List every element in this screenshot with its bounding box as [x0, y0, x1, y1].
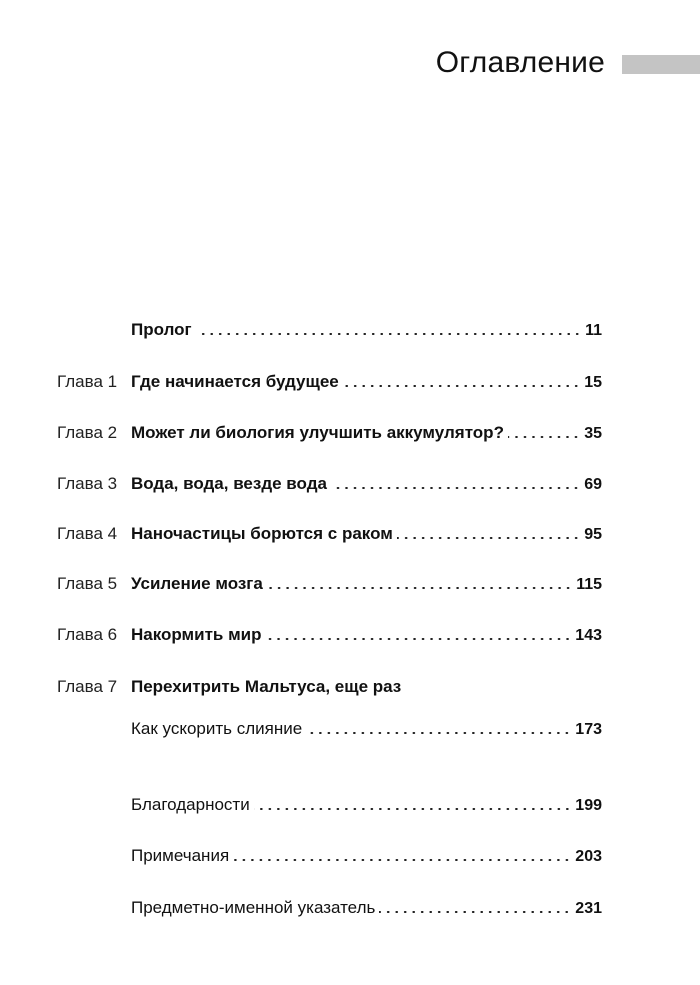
page-number: 173	[575, 721, 602, 738]
toc-entry[interactable]	[0, 625, 700, 649]
entry-title: Накормить мир	[131, 625, 262, 644]
chapter-label: Глава 6	[57, 625, 118, 644]
toc-entry[interactable]	[0, 846, 700, 870]
entry-title: Примечания	[131, 846, 230, 865]
toc-entry[interactable]	[0, 574, 700, 598]
toc-entry[interactable]	[0, 423, 700, 447]
page-number: 15	[584, 374, 602, 391]
entry-title: Усиление мозга	[131, 574, 263, 593]
entry-title: Благодарности	[131, 795, 250, 814]
toc-entry[interactable]	[0, 795, 700, 819]
entry-title: Наночастицы борются с раком	[131, 524, 393, 543]
toc-line	[131, 898, 602, 918]
page-number: 35	[584, 425, 602, 442]
dot-leader	[306, 732, 571, 734]
dot-leader	[508, 436, 580, 438]
dot-leader	[343, 385, 580, 387]
page-number: 11	[585, 322, 602, 339]
toc-line	[131, 625, 602, 645]
toc-line	[131, 524, 602, 544]
toc-line	[131, 423, 602, 443]
chapter-label: Глава 5	[57, 574, 118, 593]
title-accent-bar	[622, 55, 700, 74]
chapter-label: Глава 7	[57, 677, 118, 696]
chapter-label: Глава 1	[57, 372, 118, 391]
entry-title: Перехитрить Мальтуса, еще раз	[131, 677, 402, 696]
page-number: 199	[575, 797, 602, 814]
dot-leader	[233, 859, 571, 861]
dot-leader	[254, 808, 572, 810]
toc-entry[interactable]	[0, 372, 700, 396]
toc-line	[131, 372, 602, 392]
toc-entry[interactable]	[0, 474, 700, 498]
dot-leader	[267, 587, 572, 589]
chapter-label: Глава 4	[57, 524, 118, 543]
toc-entry[interactable]	[0, 898, 700, 922]
entry-title: Предметно-именной указатель	[131, 898, 376, 917]
entry-title: Где начинается будущее	[131, 372, 339, 391]
dot-leader	[266, 638, 572, 640]
chapter-label: Глава 3	[57, 474, 118, 493]
toc-line	[131, 677, 602, 697]
toc-line	[131, 795, 602, 815]
toc-line	[131, 719, 602, 739]
dot-leader	[331, 487, 580, 489]
toc-entry[interactable]	[0, 677, 700, 701]
chapter-label: Глава 2	[57, 423, 118, 442]
dot-leader	[379, 911, 571, 913]
toc-entry[interactable]	[0, 719, 700, 743]
page-number: 69	[584, 476, 602, 493]
dot-leader	[397, 537, 580, 539]
page-number: 143	[575, 627, 602, 644]
toc-entry[interactable]	[0, 524, 700, 548]
toc-line	[131, 474, 602, 494]
dot-leader	[196, 333, 581, 335]
toc-line	[131, 574, 602, 594]
toc-line	[131, 320, 602, 340]
page-number: 203	[575, 848, 602, 865]
page-number: 231	[575, 900, 602, 917]
toc-entry[interactable]	[0, 320, 700, 344]
entry-title: Может ли биология улучшить аккумулятор?	[131, 423, 504, 442]
page-number: 95	[584, 526, 602, 543]
entry-title: Как ускорить слияние	[131, 719, 303, 738]
toc-line	[131, 846, 602, 866]
page-title: Оглавление	[435, 46, 605, 79]
entry-title: Вода, вода, везде вода	[131, 474, 327, 493]
page-number: 115	[576, 576, 602, 593]
entry-title: Пролог	[131, 320, 192, 339]
